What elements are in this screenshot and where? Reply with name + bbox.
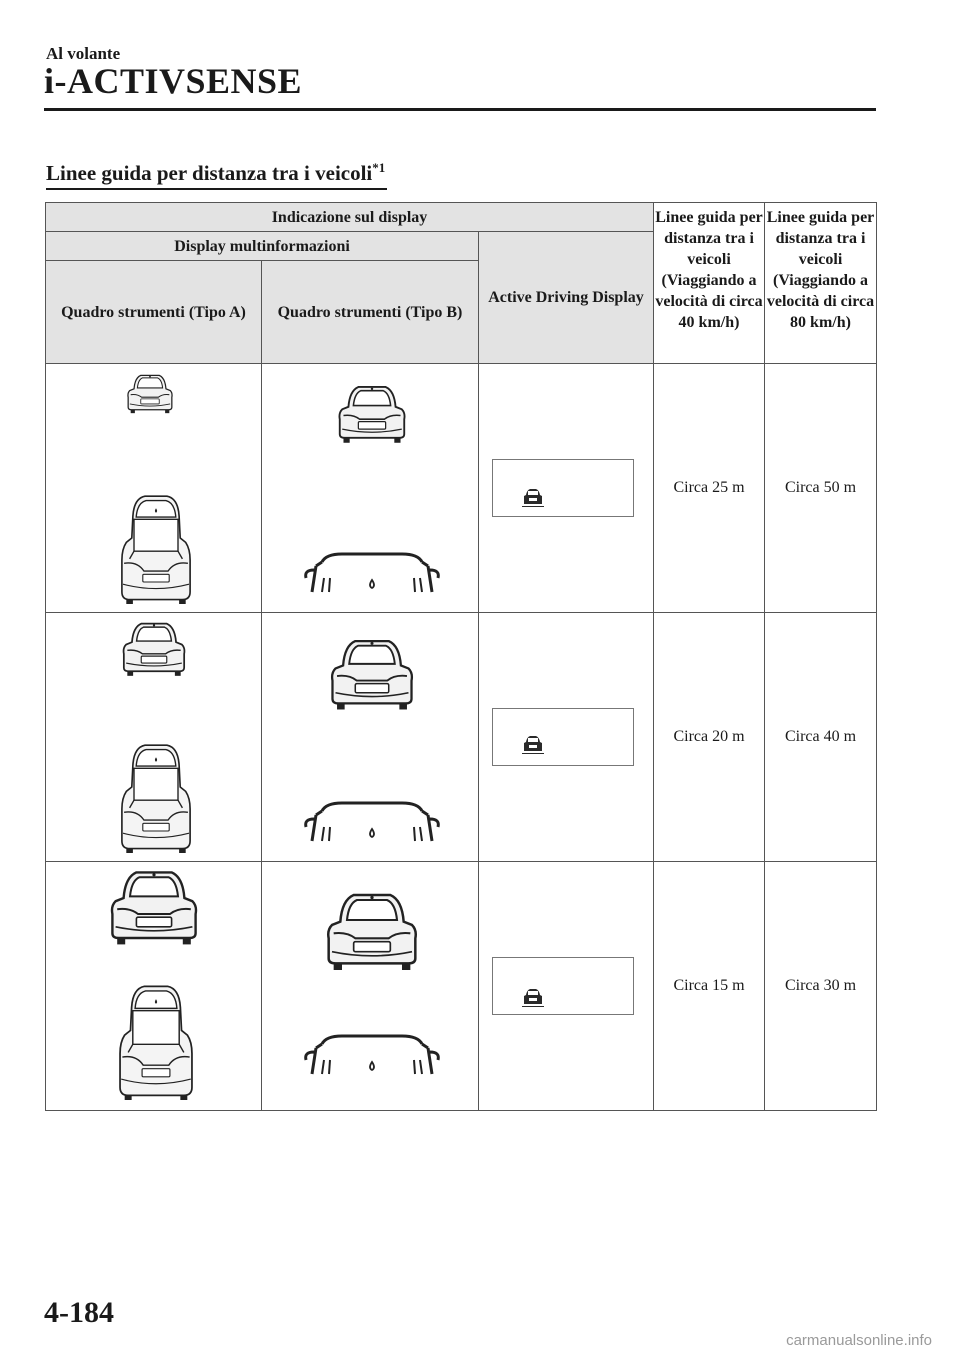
section-label: Al volante: [46, 44, 121, 63]
quadro-b-graphic: [262, 364, 479, 613]
car-ahead-icon: [124, 372, 176, 414]
distance-80: Circa 40 m: [765, 613, 877, 862]
car-ahead-icon: [118, 619, 190, 677]
header-linee-40: Linee guida per distanza tra i veicoli (Viaggiando a velocità di circa 40 km/h): [654, 203, 765, 364]
active-driving-display-box: [492, 459, 634, 517]
car-ahead-icon: [522, 987, 544, 1007]
own-car-hood-icon: [302, 1030, 442, 1080]
distance-guide-table: [45, 202, 877, 1111]
distance-40: Circa 25 m: [654, 364, 765, 613]
header-indicazione: Indicazione sul display: [46, 203, 654, 232]
quadro-a-graphic: [46, 862, 262, 1111]
car-ahead-icon: [106, 866, 202, 946]
car-ahead-icon: [522, 734, 544, 754]
table-row: [46, 862, 877, 1111]
page-number: 4-184: [44, 1296, 114, 1329]
section-title: [46, 160, 387, 190]
quadro-a-graphic: [46, 613, 262, 862]
quadro-b-graphic: [262, 862, 479, 1111]
car-ahead-icon: [522, 487, 544, 507]
own-car-icon: [100, 984, 212, 1100]
watermark: carmanualsonline.info: [786, 1332, 932, 1349]
header-display-multi: Display multinformazioni: [46, 232, 479, 261]
distance-80: Circa 30 m: [765, 862, 877, 1111]
car-ahead-icon: [322, 888, 422, 972]
header-quadro-b: Quadro strumenti (Tipo B): [262, 261, 479, 364]
distance-40: Circa 15 m: [654, 862, 765, 1111]
active-driving-display-box: [492, 708, 634, 766]
header-linee-80: Linee guida per distanza tra i veicoli (Viaggiando a velocità di circa 80 km/h): [765, 203, 877, 364]
own-car-icon: [100, 494, 212, 604]
own-car-hood-icon: [302, 797, 442, 847]
table-row: [46, 613, 877, 862]
header-active-driving: Active Driving Display: [479, 232, 654, 364]
car-ahead-icon: [326, 635, 418, 711]
own-car-icon: [100, 743, 212, 853]
distance-80: Circa 50 m: [765, 364, 877, 613]
car-ahead-icon: [334, 382, 410, 444]
header-quadro-a: Quadro strumenti (Tipo A): [46, 261, 262, 364]
table-row: [46, 364, 877, 613]
distance-40: Circa 20 m: [654, 613, 765, 862]
active-driving-graphic: [479, 364, 654, 613]
header-divider: [44, 108, 876, 111]
section-title-text: Linee guida per distanza tra i veicoli: [46, 161, 373, 185]
own-car-hood-icon: [302, 548, 442, 598]
active-driving-display-box: [492, 957, 634, 1015]
quadro-b-graphic: [262, 613, 479, 862]
active-driving-graphic: [479, 613, 654, 862]
active-driving-graphic: [479, 862, 654, 1111]
page-title: i-ACTIVSENSE: [44, 61, 303, 101]
quadro-a-graphic: [46, 364, 262, 613]
footnote-mark: *1: [372, 160, 386, 175]
